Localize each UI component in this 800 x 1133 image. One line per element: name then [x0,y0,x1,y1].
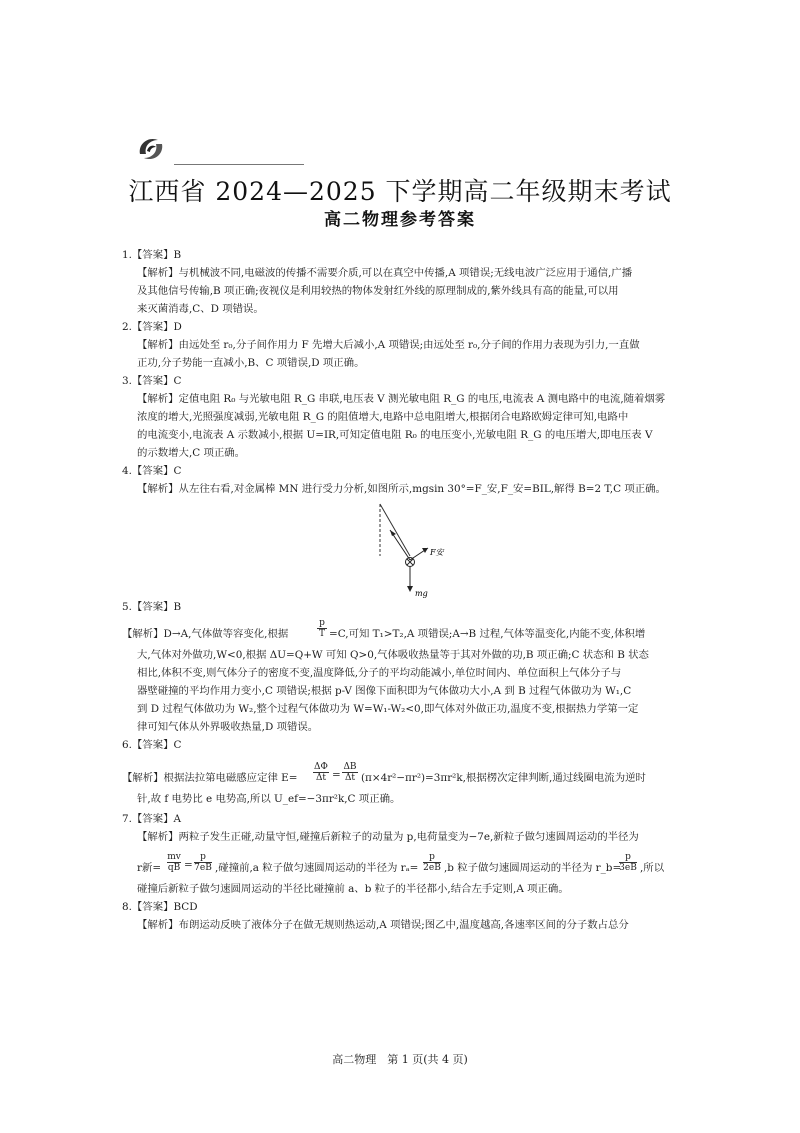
force-label-weight: mg [415,589,428,598]
q7-explanation-line: ,碰撞前,a 粒子做匀速圆周运动的半径为 rₐ= [215,862,419,874]
q3-explanation-line: 浓度的增大,光照强度减弱,光敏电阻 R_G 的阻值增大,电路中总电阻增大,根据闭合电路欧姆定律可知,电路中 [137,411,629,423]
fraction-p-over-2eb [422,852,442,873]
fraction-dphi-dt [312,762,330,783]
q2-answer: 2.【答案】D [122,321,182,333]
fraction-p-over-t [317,618,327,639]
q1-explanation-line: 【解析】与机械波不同,电磁波的传播不需要介质,可以在真空中传播,A 项错误;无线电波广泛应用于通信,广播 [137,267,633,279]
page-footer: 高二物理 第 1 页(共 4 页) [332,1053,468,1066]
fraction-mv-over-qb [166,852,182,873]
q7-answer: 7.【答案】A [122,813,181,825]
equals-sign: = [184,859,193,871]
swirl-logo-icon [134,132,168,166]
q1-explanation-line: 及其他信号传输,B 项正确;夜视仪是利用较热的物体发射红外线的原理制成的,紫外线具有高的能量,可以用 [137,285,619,297]
q7-explanation-line: 碰撞后新粒子做匀速圆周运动的半径比碰撞前 a、b 粒子的半径都小,结合左手定则,A 项正确。 [137,883,569,895]
fraction-numerator: p [319,618,325,628]
fraction-denominator: qB [167,863,181,873]
radius-new-label: r新= [137,862,162,874]
q7-explanation-line: ,所以 [640,862,665,874]
fraction-numerator: p [625,852,631,862]
q5-explanation-line: 相比,体积不变,则气体分子的密度不变,温度降低,分子的平均动能减小,单位时间内、单位面积上气体分子与 [137,667,622,679]
q5-explanation-line: 律可知气体从外界吸收热量,D 项错误。 [137,721,319,733]
fraction-denominator: Δt [344,773,356,783]
fraction-numerator: p [200,852,206,862]
q5-explanation-line: 大,气体对外做功,W<0,根据 ΔU=Q+W 可知 Q>0,气体吸收热量等于其对外做的功,B 项正确;C 状态和 B 状态 [137,649,649,661]
q1-answer: 1.【答案】B [122,249,182,261]
q5-answer: 5.【答案】B [122,601,182,613]
q3-explanation-line: 的示数增大,C 项正确。 [137,447,246,459]
equals-sign: = [332,769,341,781]
fraction-numerator: ΔΦ [314,762,328,772]
fraction-numerator: mv [167,852,181,862]
q3-explanation-line: 【解析】定值电阻 R₀ 与光敏电阻 R_G 串联,电压表 V 测光敏电阻 R_G 的电压,电流表 A 测电路中的电流,随着烟雾 [137,393,666,405]
fraction-denominator: T [318,629,325,639]
q8-explanation-line: 【解析】布朗运动反映了液体分子在做无规则热运动,A 项错误;图乙中,温度越高,各速率区间的分子数占总分 [137,919,629,931]
logo-divider [174,164,304,165]
q3-explanation-line: 的电流变小,电流表 A 示数减小,根据 U=IR,可知定值电阻 R₀ 的电压变小,光敏电阻 R_G 的电压增大,即电压表 V [137,429,653,441]
fraction-denominator: 3eB [619,863,637,873]
q3-answer: 3.【答案】C [122,375,182,387]
fraction-denominator: 2eB [423,863,441,873]
q7-explanation-line: ,b 粒子做匀速圆周运动的半径为 r_b= [444,862,622,874]
q5-explanation-line: 到 D 过程气体做功为 W₂,整个过程气体做功为 W=W₁-W₂<0,即气体对外做正功,温度不变,根据热力学第一定 [137,703,639,715]
q1-explanation-line: 来灭菌消毒,C、D 项错误。 [137,303,264,315]
q2-explanation-line: 正功,分子势能一直减小,B、C 项错误,D 项正确。 [137,357,365,369]
force-label-ampere: F安 [430,548,444,557]
q4-answer: 4.【答案】C [122,465,182,477]
q6-explanation-line: (π×4r²−πr²)=3πr²k,根据楞次定律判断,通过线圈电流为逆时 [361,772,646,784]
fraction-numerator: ΔB [343,762,357,772]
fraction-db-dt [341,762,359,783]
q6-explanation-line: 【解析】根据法拉第电磁感应定律 E= [122,772,298,784]
q2-explanation-line: 【解析】由远处至 r₀,分子间作用力 F 先增大后减小,A 项错误;由远处至 r₀,分子间的作用力表现为引力,一直做 [137,339,640,351]
fraction-denominator: 7eB [194,863,212,873]
force-diagram [368,500,458,600]
fraction-numerator: p [429,852,435,862]
q7-explanation-line: 【解析】两粒子发生正碰,动量守恒,碰撞后新粒子的动量为 p,电荷量变为−7e,新粒子做匀速圆周运动的半径为 [137,831,639,843]
q5-explanation-line: =C,可知 T₁>T₂,A 项错误;A→B 过程,气体等温变化,内能不变,体积增 [329,628,646,640]
publisher-logo [134,132,374,172]
fraction-p-over-7eb [193,852,213,873]
answer-key-subtitle: 高二物理参考答案 [324,210,476,230]
q6-explanation-line: 针,故 f 电势比 e 电势高,所以 U_ef=−3πr²k,C 项正确。 [137,793,401,805]
q8-answer: 8.【答案】BCD [122,901,198,913]
fraction-denominator: Δt [315,773,327,783]
q4-explanation-line: 【解析】从左往右看,对金属棒 MN 进行受力分析,如图所示,mgsin 30°=F_安,F_安=BIL,解得 B=2 T,C 项正确。 [137,483,666,495]
q5-explanation-line: 【解析】D→A,气体做等容变化,根据 [122,628,289,640]
q5-explanation-line: 器壁碰撞的平均作用力变小,C 项错误;根据 p-V 图像下面积即为气体做功大小,A 到 B 过程气体做功为 W₁,C [137,685,632,697]
exam-title: 江西省 2024—2025 下学期高二年级期末考试 [128,177,672,206]
q6-answer: 6.【答案】C [122,739,182,751]
fraction-p-over-3eb [618,852,638,873]
